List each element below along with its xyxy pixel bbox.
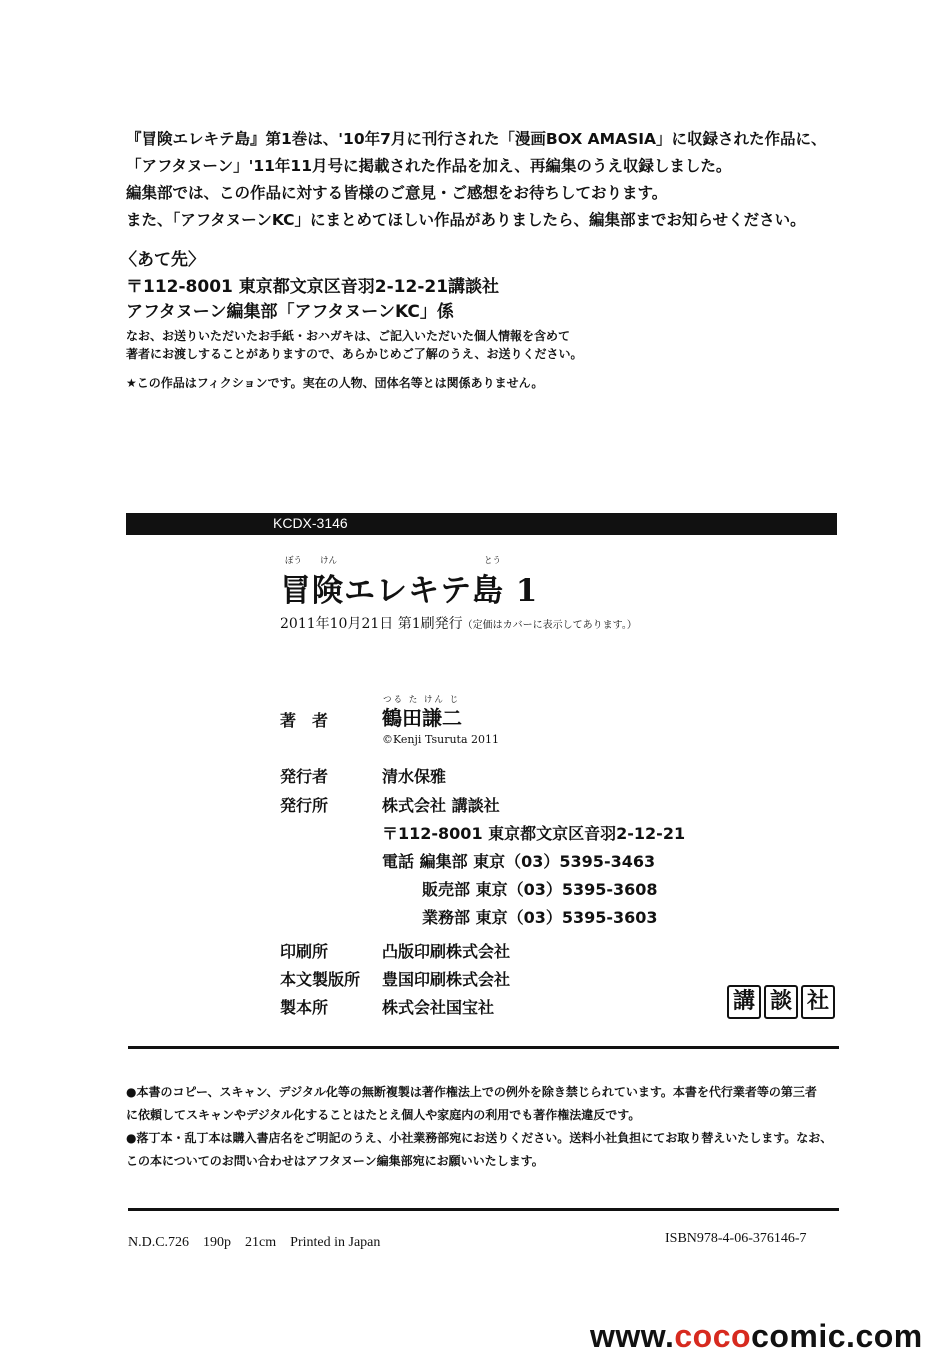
logo-char: 講 xyxy=(727,985,761,1019)
title-ruby: ぼう xyxy=(285,556,303,566)
product-code: KCDX-3146 xyxy=(273,515,348,531)
publisher-address: 〒112-8001 東京都文京区音羽2-12-21 xyxy=(382,824,686,843)
copyright: ©Kenji Tsuruta 2011 xyxy=(382,733,500,746)
author-label: 著 者 xyxy=(280,711,329,730)
publisher-person: 清水保雅 xyxy=(382,767,447,786)
binder-label: 製本所 xyxy=(280,998,329,1017)
intro-line: 『冒険エレキテ島』第1巻は、'10年7月に刊行された「漫画BOX AMASIA」に収録された作品に、 xyxy=(126,130,827,148)
publisher-name: 株式会社 講談社 xyxy=(382,796,500,815)
publisher-person-label: 発行者 xyxy=(280,767,329,786)
author-ruby: つる た けん じ xyxy=(383,695,461,705)
kodansha-logo xyxy=(727,985,835,1019)
phone-editorial: 電話 編集部 東京（03）5395-3463 xyxy=(382,852,656,871)
copy-notice: に依頼してスキャンやデジタル化することはたとえ個人や家庭内の利用でも著作権法違反です。 xyxy=(126,1108,641,1122)
privacy-note: 著者にお渡しすることがありますので、あらかじめご了解のうえ、お送りください。 xyxy=(126,347,583,361)
text-printer-label: 本文製版所 xyxy=(280,970,361,989)
logo-char: 談 xyxy=(764,985,798,1019)
watermark-prefix: www. xyxy=(590,1318,675,1354)
intro-paragraph xyxy=(126,126,827,234)
intro-line: 編集部では、この作品に対する皆様のご意見・ご感想をお待ちしております。 xyxy=(126,184,668,202)
publication-date xyxy=(280,613,637,633)
book-title: 冒険エレキテ島 1 xyxy=(280,573,539,609)
watermark-suffix: comic.com xyxy=(751,1318,923,1354)
copy-notice: ●本書のコピー、スキャン、デジタル化等の無断複製は著作権法上での例外を除き禁じられています。本書を代行業者等の第三者 xyxy=(126,1085,817,1099)
phone-operations: 業務部 東京（03）5395-3603 xyxy=(422,908,658,927)
price-note: （定価はカバーに表示してあります。） xyxy=(462,620,637,631)
fiction-note: ★この作品はフィクションです。実在の人物、団体名等とは関係ありません。 xyxy=(126,376,544,390)
title-ruby: とう xyxy=(484,556,502,566)
classification-line: N.D.C.726 190p 21cm Printed in Japan xyxy=(128,1235,381,1250)
title-ruby: けん xyxy=(320,556,338,566)
watermark-coco: coco xyxy=(674,1318,752,1354)
privacy-note: なお、お送りいただいたお手紙・おハガキは、ご記入いただいた個人情報を含めて xyxy=(126,329,571,343)
address-heading: 〈あて先〉 xyxy=(120,250,205,270)
defect-notice: ●落丁本・乱丁本は購入書店名をご明記のうえ、小社業務部宛にお送りください。送料小社負担にてお取り替えいたします。なお、 xyxy=(126,1131,833,1145)
author-name: 鶴田謙二 xyxy=(382,706,462,730)
logo-char: 社 xyxy=(801,985,835,1019)
binder-name: 株式会社国宝社 xyxy=(382,998,495,1017)
defect-notice: この本についてのお問い合わせはアフタヌーン編集部宛にお願いいたします。 xyxy=(126,1154,544,1168)
text-printer-name: 豊国印刷株式会社 xyxy=(382,970,511,989)
divider xyxy=(128,1208,839,1211)
printer-label: 印刷所 xyxy=(280,942,329,961)
address-line: アフタヌーン編集部「アフタヌーンKC」係 xyxy=(126,302,454,322)
intro-line: 「アフタヌーン」'11年11月号に掲載された作品を加え、再編集のうえ収録しました。 xyxy=(126,157,732,175)
divider xyxy=(128,1046,839,1049)
address-line: 〒112-8001 東京都文京区音羽2-12-21講談社 xyxy=(126,277,500,297)
date-main: 2011年10月21日 第1刷発行 xyxy=(280,616,463,632)
isbn: ISBN978-4-06-376146-7 xyxy=(665,1231,807,1246)
site-watermark xyxy=(590,1318,923,1355)
printer-name: 凸版印刷株式会社 xyxy=(382,942,511,961)
phone-sales: 販売部 東京（03）5395-3608 xyxy=(422,880,658,899)
product-code-bar xyxy=(126,513,837,535)
publisher-label: 発行所 xyxy=(280,796,329,815)
intro-line: また、「アフタヌーンKC」にまとめてほしい作品がありましたら、編集部までお知らせください。 xyxy=(126,211,806,229)
